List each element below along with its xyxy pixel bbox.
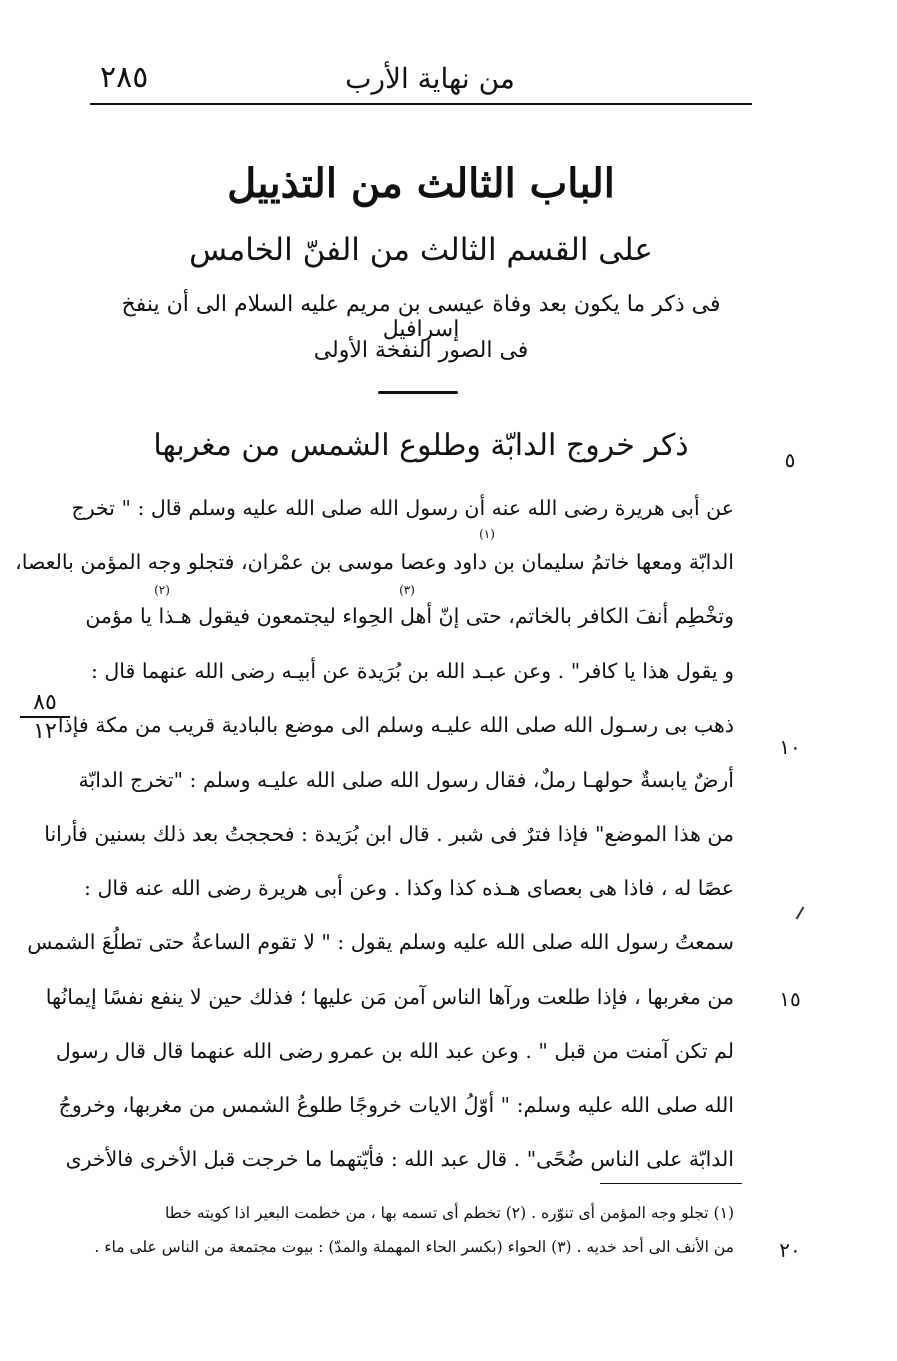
chapter-title: الباب الثالث من التذييل bbox=[227, 160, 615, 207]
chapter-description-line-1: فى ذكر ما يكون بعد وفاة عيسى بن مريم عليه السلام الى أن ينفخ إسرافيل bbox=[121, 292, 721, 342]
body-line: أرضٌ يابسةٌ حولهـا رملٌ، فقال رسول الله صلى الله عليـه وسلم : "تخرج الدابّة bbox=[78, 768, 734, 792]
body-line: و يقول هذا يا كافر" . وعن عبـد الله بن بُرَيدة عن أبيـه رضى الله عنهما قال : bbox=[90, 659, 734, 683]
chapter-description-line-2: فى الصور النفخة الأولى bbox=[313, 338, 529, 363]
side-reference-rule bbox=[20, 716, 70, 718]
margin-tick-mark bbox=[796, 906, 805, 919]
footnote-line: من الأنف الى أحد خديه . (٣) الحواء (بكسر الحاء المهملة والمدّ) : بيوت مجتمعة من الناس على ماء . bbox=[94, 1238, 734, 1256]
margin-line-number: ٥ bbox=[784, 448, 796, 472]
side-reference-top: ٨٥ bbox=[33, 690, 57, 715]
note-marker: (٣) bbox=[399, 583, 415, 597]
section-title: ذكر خروج الدابّة وطلوع الشمس من مغربها bbox=[153, 428, 689, 463]
body-line: ذهب بى رسـول الله صلى الله عليـه وسلم الى موضع بالبادية قريب من مكة فإذا bbox=[57, 713, 734, 737]
body-line: سمعتُ رسول الله صلى الله عليه وسلم يقول : " لا تقوم الساعةُ حتى تطلُعَ الشمس bbox=[27, 930, 734, 954]
body-line: من مغربها ، فإذا طلعت ورآها الناس آمن مَن عليها ؛ فذلك حين لا ينفع نفسًا إيمانُها bbox=[45, 985, 734, 1009]
side-reference-bottom: ١٢ bbox=[33, 719, 57, 744]
note-marker: (٢) bbox=[154, 583, 170, 597]
chapter-subtitle: على القسم الثالث من الفنّ الخامس bbox=[189, 232, 653, 268]
footnote-line: (١) تجلو وجه المؤمن أى تنوّره . (٢) تخطم أى تسمه بها ، من خطمت البعير اذا كويته خطا bbox=[164, 1204, 734, 1222]
footnote-rule bbox=[600, 1183, 742, 1184]
header-rule bbox=[90, 103, 752, 105]
body-line: الدابّة على الناس ضُحًى" . قال عبد الله : فأيّتهما ما خرجت قبل الأخرى فالأخرى bbox=[65, 1147, 734, 1171]
body-line: وتخْطِم أنفَ الكافر بالخاتم، حتى إنّ أهل الحِواء ليجتمعون فيقول هـذا يا مؤمن bbox=[85, 604, 734, 628]
side-page-reference bbox=[20, 690, 70, 744]
ornament-divider bbox=[378, 391, 458, 394]
body-line: الدابّة ومعها خاتمُ سليمان بن داود وعصا موسى بن عمْران، فتجلو وجه المؤمن بالعصا، bbox=[15, 550, 734, 574]
body-line: عصًا له ، فاذا هى بعصاى هـذه كذا وكذا . وعن أبى هريرة رضى الله عنه قال : bbox=[84, 876, 734, 900]
margin-line-number: ١٠ bbox=[779, 735, 801, 759]
margin-line-number: ١٥ bbox=[779, 987, 801, 1011]
running-title: من نهاية الأرب bbox=[345, 62, 515, 95]
page-number: ٢٨٥ bbox=[100, 60, 149, 95]
body-line: من هذا الموضع" فإذا فترٌ فى شبر . قال ابن بُرَيدة : فحججتُ بعد ذلك بسنين فأرانا bbox=[44, 822, 734, 846]
margin-line-number: ٢٠ bbox=[779, 1238, 801, 1262]
body-line: لم تكن آمنت من قبل " . وعن عبد الله بن عمرو رضى الله عنهما قال قال رسول bbox=[55, 1039, 734, 1063]
note-marker: (١) bbox=[479, 527, 495, 541]
body-line: عن أبى هريرة رضى الله عنه أن رسول الله صلى الله عليه وسلم قال : " تخرج bbox=[71, 496, 734, 520]
body-line: الله صلى الله عليه وسلم: " أوّلُ الايات خروجًا طلوعُ الشمس من مغربها، وخروجُ bbox=[58, 1093, 734, 1117]
